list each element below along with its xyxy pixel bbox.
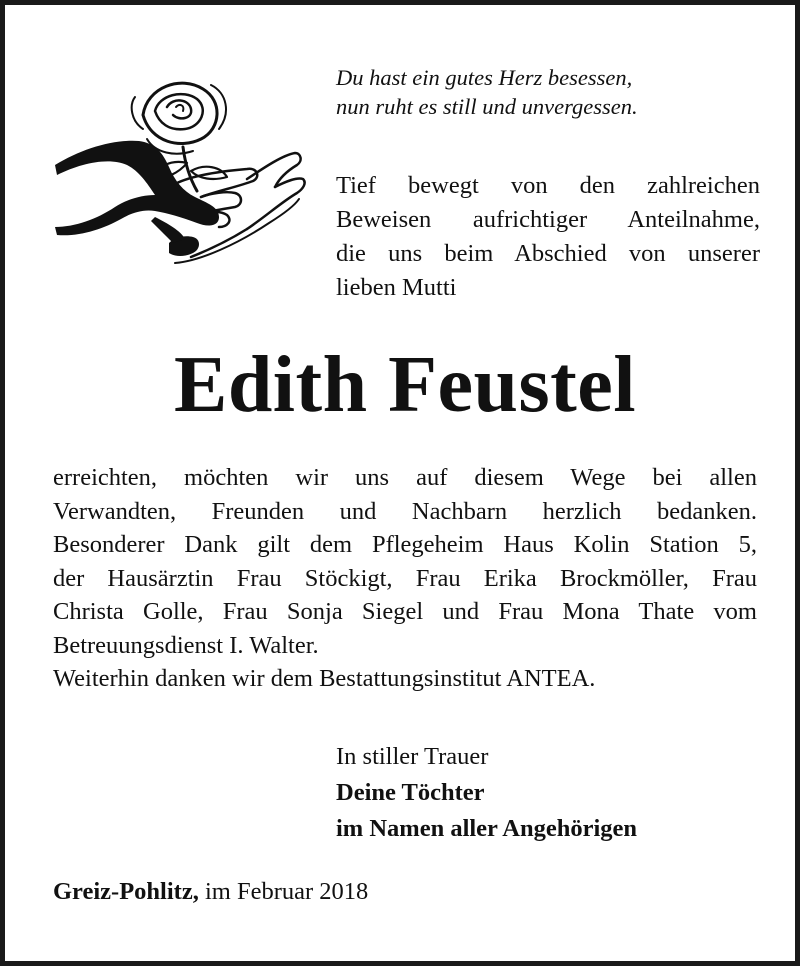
- body-line-7: Weiterhin danken wir dem Bestattungsinstitut ANTEA.: [53, 665, 596, 692]
- motto-verse: [336, 63, 776, 121]
- body-line-1: erreichten, möchten wir uns auf diesem Wege bei allen: [53, 464, 757, 491]
- body-line-4: der Hausärztin Frau Stöckigt, Frau Erika Brockmöller, Frau: [53, 564, 757, 592]
- place-date-line: [53, 877, 653, 907]
- intro-line-3: die uns beim Abschied von unserer: [336, 240, 760, 267]
- signature-line-3: im Namen aller Angehörigen: [336, 815, 638, 842]
- rose-in-hands-icon: [51, 67, 311, 277]
- motto-line-1: Du hast ein gutes Herz besessen,: [336, 65, 633, 90]
- body-line-3: Besonderer Dank gilt dem Pflegeheim Haus Kolin Station 5,: [53, 531, 757, 558]
- body-line-5: Christa Golle, Frau Sonja Siegel und Frau Mona Thate vom: [53, 598, 757, 625]
- signature-block: [336, 739, 756, 847]
- intro-line-2: Beweisen aufrichtiger Anteilnahme,: [336, 206, 760, 233]
- signature-line-2: Deine Töchter: [336, 779, 485, 806]
- intro-line-1: Tief bewegt von den zahlreichen: [336, 172, 760, 199]
- motto-line-2: nun ruht es still und unvergessen.: [336, 94, 638, 119]
- thanks-paragraph: [53, 461, 757, 696]
- signature-line-1: In stiller Trauer: [336, 743, 489, 770]
- deceased-name: Edith Feustel: [173, 341, 637, 429]
- place-name: Greiz-Pohlitz,: [53, 878, 199, 905]
- date-text: im Februar 2018: [198, 878, 369, 905]
- intro-line-4: lieben Mutti: [336, 274, 457, 301]
- intro-paragraph: [336, 169, 760, 305]
- body-line-2: Verwandten, Freunden und Nachbarn herzlich bedanken.: [53, 497, 757, 525]
- body-line-6: Betreuungsdienst I. Walter.: [53, 631, 319, 659]
